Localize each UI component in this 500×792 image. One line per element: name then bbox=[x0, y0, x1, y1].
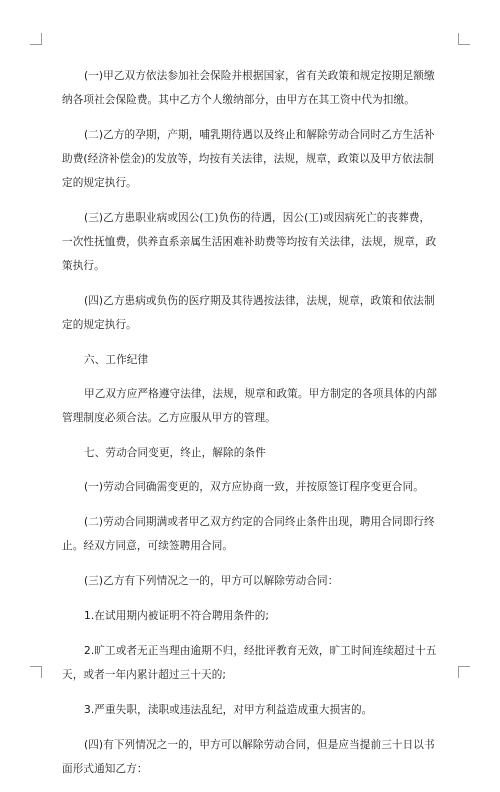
paragraph-termination-conditions: (三)乙方有下列情况之一的，甲方可以解除劳动合同： bbox=[84, 575, 339, 587]
section-heading-contract-changes: 七、劳动合同变更，终止，解除的条件 bbox=[84, 447, 266, 459]
list-item-misconduct: 3.严重失职，渎职或违法乱纪，对甲方利益造成重大损害的。 bbox=[84, 704, 373, 716]
section-heading-work-discipline: 六、工作纪律 bbox=[84, 354, 149, 366]
paragraph-medical-period: (四)乙方患病或负伤的医疗期及其待遇按法律，法规，规章，政策和依法制定的规定执行。 bbox=[62, 295, 435, 331]
crop-mark-bottom-left bbox=[30, 666, 42, 678]
document-body bbox=[62, 64, 440, 792]
crop-mark-bottom-right bbox=[458, 666, 470, 678]
paragraph-contract-change: (一)劳动合同确需变更的，双方应协商一致，并按原签订程序变更合同。 bbox=[84, 481, 424, 493]
paragraph-notice-termination: (四)有下列情况之一的，甲方可以解除劳动合同，但是应当提前三十日以书面形式通知乙方： bbox=[62, 739, 435, 775]
paragraph-occupational-injury: (三)乙方患职业病或因公(工)负伤的待遇，因公(工)或因病死亡的丧葬费，一次性抚恤费，供养直系亲属生活困难补助费等均按有关法律，法规，规章，政策执行。 bbox=[62, 212, 437, 272]
paragraph-social-insurance: (一)甲乙双方依法参加社会保险并根据国家，省有关政策和规定按期足额缴纳各项社会保险费。其中乙方个人缴纳部分，由甲方在其工资中代为扣缴。 bbox=[62, 70, 435, 106]
crop-mark-top-right bbox=[458, 33, 470, 45]
paragraph-maternity-benefits: (二)乙方的孕期，产期，哺乳期待遇以及终止和解除劳动合同时乙方生活补助费(经济补偿金)的发放等，均按有关法律，法规，规章，政策以及甲方依法制定的规定执行。 bbox=[62, 129, 435, 189]
crop-mark-top-left bbox=[30, 33, 42, 45]
paragraph-contract-expiry: (二)劳动合同期满或者甲乙双方约定的合同终止条件出现，聘用合同即行终止。经双方同意，可续签聘用合同。 bbox=[62, 516, 435, 552]
list-item-absenteeism: 2.旷工或者无正当理由逾期不归，经批评教育无效，旷工时间连续超过十五天，或者一年内累计超过三十天的; bbox=[62, 645, 437, 681]
list-item-probation: 1.在试用期内被证明不符合聘用条件的; bbox=[84, 610, 270, 622]
paragraph-work-discipline: 甲乙双方应严格遵守法律，法规，规章和政策。甲方制定的各项具体的内部管理制度必须合法。乙方应服从甲方的管理。 bbox=[62, 388, 437, 424]
